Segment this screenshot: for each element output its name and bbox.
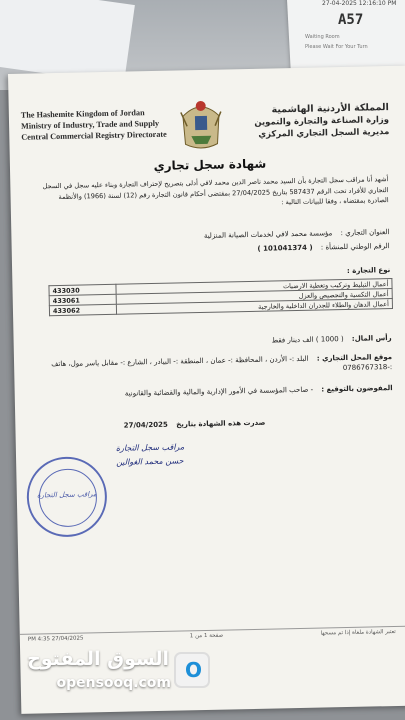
signature-name: حسن محمد الغوالين [116,456,184,467]
footer-printed-time: 27/04/2025 4:35 PM [27,635,84,643]
national-number-value: ( 101041374 ) [257,243,313,253]
issue-date-label: صدرت هذه الشهادة بتاريخ [176,418,266,429]
activity-code: 433062 [49,304,116,315]
signatories-value: - صاحب المؤسسة في الأمور الإدارية والمالية والقضائية والقانونية [124,385,314,398]
activity-code: 433030 [49,284,116,295]
arabic-header-line: مديرية السجل التجاري المركزي [258,127,390,140]
issue-date-row [124,419,266,430]
english-header-line: Ministry of Industry, Trade and Supply [21,118,160,131]
trade-name-label: العنوان التجاري : [340,228,390,238]
national-number-row [257,242,389,253]
activity-description: أعمال الدهان والطلاء للجدران الداخلية والخارجية [116,299,392,315]
ticket-code: A57 [338,12,364,28]
ticket-timestamp: 27-04-2025 12:16:10 PM [322,0,397,7]
watermark-arabic: السوق المفتوح [27,648,169,670]
signature-title: مراقب سجل التجارة [115,442,185,453]
footer-note: تعتبر الشهادة ملغاة إذا تم مسحها [320,629,396,637]
logo-glyph: O [185,658,203,682]
ticket-line-1: Waiting Room [305,34,340,40]
stamp-text: مراقب سجل التجارة [36,490,97,500]
signatories-label: المفوضون بالتوقيع : [321,384,393,394]
activity-description: أعمال التكسية والتجصيص والعزل [116,289,392,305]
activity-description: أعمال التبليط وتركيب وتغطية الارضيات [116,279,392,295]
issue-date-value: 27/04/2025 [123,420,168,430]
ticket-line-2: Please Wait For Your Turn [305,44,368,50]
signatories-row [125,384,393,398]
registry-certificate [8,66,405,714]
activity-code: 433061 [49,294,116,305]
location-value: البلد :- الأردن ، المحافظة :- عمان ، المنطقة :- البيادر ، الشارع :- مقابل ياسر مول، هاتف :-0786767318 [51,354,393,373]
english-header-line: The Hashemite Kingdom of Jordan [20,108,145,120]
arabic-header-line: وزارة الصناعة والتجارة والتموين [254,115,390,128]
trade-name-row [204,228,390,240]
official-stamp [26,456,108,538]
jordan-emblem-icon [177,95,226,152]
capital-label: رأس المال: [351,334,392,343]
english-header [21,107,167,143]
footer-page-number: صفحة 1 من 1 [189,632,224,640]
location-row [42,352,392,379]
national-number-label: الرقم الوطني للمنشأة : [320,242,390,252]
trade-name-value: مؤسسة محمد لافي لخدمات الصيانة المنزلية [203,229,333,240]
capital-value: ( 1000 ) الف دينار فقط [271,335,344,345]
english-header-line: Central Commercial Registry Directorate [21,129,167,142]
watermark-english: opensooq.com [56,675,171,691]
arabic-header [254,102,390,141]
trade-type-label: نوع التجارة : [346,266,391,275]
certificate-title: شهادة سجل تجاري [153,156,267,173]
capital-row [272,334,392,345]
activities-table [48,278,393,316]
location-label: موقع المحل التجاري : [316,353,393,363]
opensooq-logo-icon [174,652,210,688]
certificate-statement: أشهد أنا مراقب سجل التجارة بأن السيد محمد ناصر الدين محمد لافي أدلى بتصريح لإحتراف التجارة وبناء عليه سجل في السجل التجاري للأفراد تحت الرقم 587437 بتاريخ 27/04/2025 بمقتضى أحكام قانون التجارة رقم (12) لسنة (1966) والأنظمة الصادرة بمقتضاه ، وفقا للبيانات التالية : [42,175,389,207]
arabic-header-line: المملكة الأردنية الهاشمية [271,102,389,116]
